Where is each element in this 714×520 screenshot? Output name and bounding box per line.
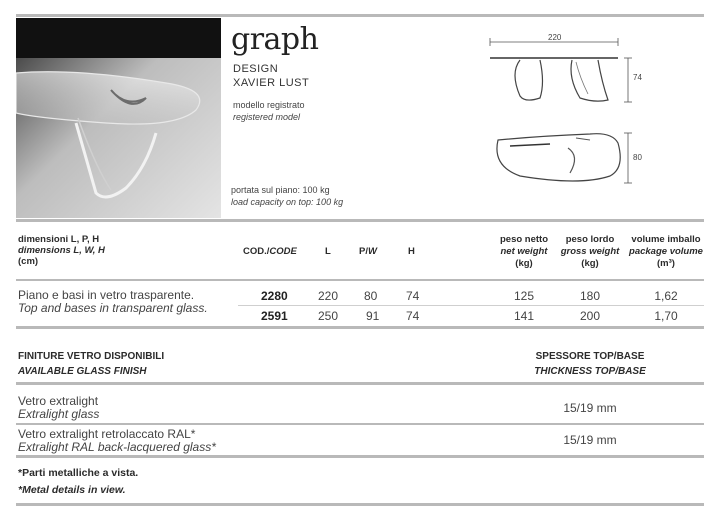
row-1-length: 220 — [318, 289, 339, 303]
row-1-height: 74 — [406, 289, 420, 303]
load-capacity-en: load capacity on top: 100 kg — [231, 197, 344, 207]
row-2-length: 250 — [318, 309, 339, 323]
row-2-gross-weight: 200 — [579, 309, 601, 323]
dimensions-label-en: dimensions L, W, H — [18, 245, 105, 256]
note-en: *Metal details in view. — [18, 484, 126, 496]
col-gross-header — [556, 234, 624, 270]
product-name: graph — [231, 22, 319, 57]
product-photo — [16, 18, 221, 218]
col-h-header: H — [408, 246, 415, 257]
top-rule — [16, 14, 704, 17]
col-volume-unit: (m³) — [657, 258, 675, 269]
row-2-height: 74 — [406, 309, 420, 323]
registered-model-it: modello registrato — [233, 100, 305, 110]
finish-1-it: Vetro extralight — [18, 394, 99, 408]
thickness-heading-it: SPESSORE TOP/BASE — [535, 351, 645, 362]
finish-2-en: Extralight RAL back-lacquered glass* — [18, 440, 216, 454]
col-code-it: COD./ — [243, 246, 270, 257]
product-description-en: Top and bases in transparent glass. — [18, 301, 208, 315]
col-gross-it: peso lordo — [565, 234, 615, 245]
col-code-en: CODE — [269, 246, 297, 257]
col-gross-unit: (kg) — [581, 258, 599, 269]
row-2-code: 2591 — [261, 309, 288, 323]
row-1-width: 80 — [364, 289, 378, 303]
row-1-net-weight: 125 — [513, 289, 535, 303]
technical-drawing — [480, 28, 650, 188]
finish-2-thickness: 15/19 mm — [563, 433, 617, 447]
finishes-bottom-rule — [16, 455, 704, 458]
finishes-heading-it: FINITURE VETRO DISPONIBILI — [18, 351, 165, 362]
finish-2-it: Vetro extralight retrolaccato RAL* — [18, 427, 196, 441]
load-capacity-it: portata sul piano: 100 kg — [231, 185, 330, 195]
col-volume-en: package volume — [629, 246, 703, 257]
finishes-header-rule — [16, 382, 704, 385]
designer-name: XAVIER LUST — [233, 77, 310, 89]
dimensions-unit: (cm) — [18, 256, 39, 267]
row-2-width: 91 — [366, 309, 380, 323]
finish-1-thickness: 15/19 mm — [563, 401, 617, 415]
row-2-volume: 1,70 — [654, 309, 678, 323]
dimension-width-label: 220 — [548, 33, 562, 42]
note-it: *Parti metalliche a vista. — [18, 467, 139, 479]
finishes-heading-en: AVAILABLE GLASS FINISH — [18, 366, 147, 377]
col-net-en: net weight — [500, 246, 548, 257]
finish-1-en: Extralight glass — [18, 407, 100, 421]
thickness-heading-en: THICKNESS TOP/BASE — [534, 366, 646, 377]
col-code-header — [243, 246, 297, 258]
design-label: DESIGN — [233, 63, 279, 75]
col-net-unit: (kg) — [515, 258, 533, 269]
col-gross-en: gross weight — [560, 246, 620, 257]
bottom-rule — [16, 503, 704, 506]
dimension-height-label: 74 — [633, 73, 642, 82]
col-pw-header — [359, 246, 377, 258]
specs-bottom-rule — [16, 326, 704, 329]
specs-header-rule — [16, 279, 704, 281]
col-volume-header — [626, 234, 706, 270]
row-1-code: 2280 — [261, 289, 288, 303]
col-net-it: peso netto — [499, 234, 549, 245]
row-divider — [238, 305, 704, 306]
row-1-gross-weight: 180 — [579, 289, 601, 303]
section-rule — [16, 219, 704, 222]
row-1-volume: 1,62 — [654, 289, 678, 303]
col-pw-it: P/ — [359, 246, 368, 257]
col-pw-en: W — [367, 246, 377, 257]
row-2-net-weight: 141 — [513, 309, 535, 323]
registered-model-en: registered model — [233, 112, 301, 122]
col-net-header — [492, 234, 556, 270]
finish-divider — [16, 423, 704, 425]
col-l-header: L — [325, 246, 331, 257]
product-description-it: Piano e basi in vetro trasparente. — [18, 288, 195, 302]
dimensions-label-it: dimensioni L, P, H — [18, 234, 100, 245]
dimension-depth-label: 80 — [633, 153, 642, 162]
col-volume-it: volume imballo — [631, 234, 701, 245]
